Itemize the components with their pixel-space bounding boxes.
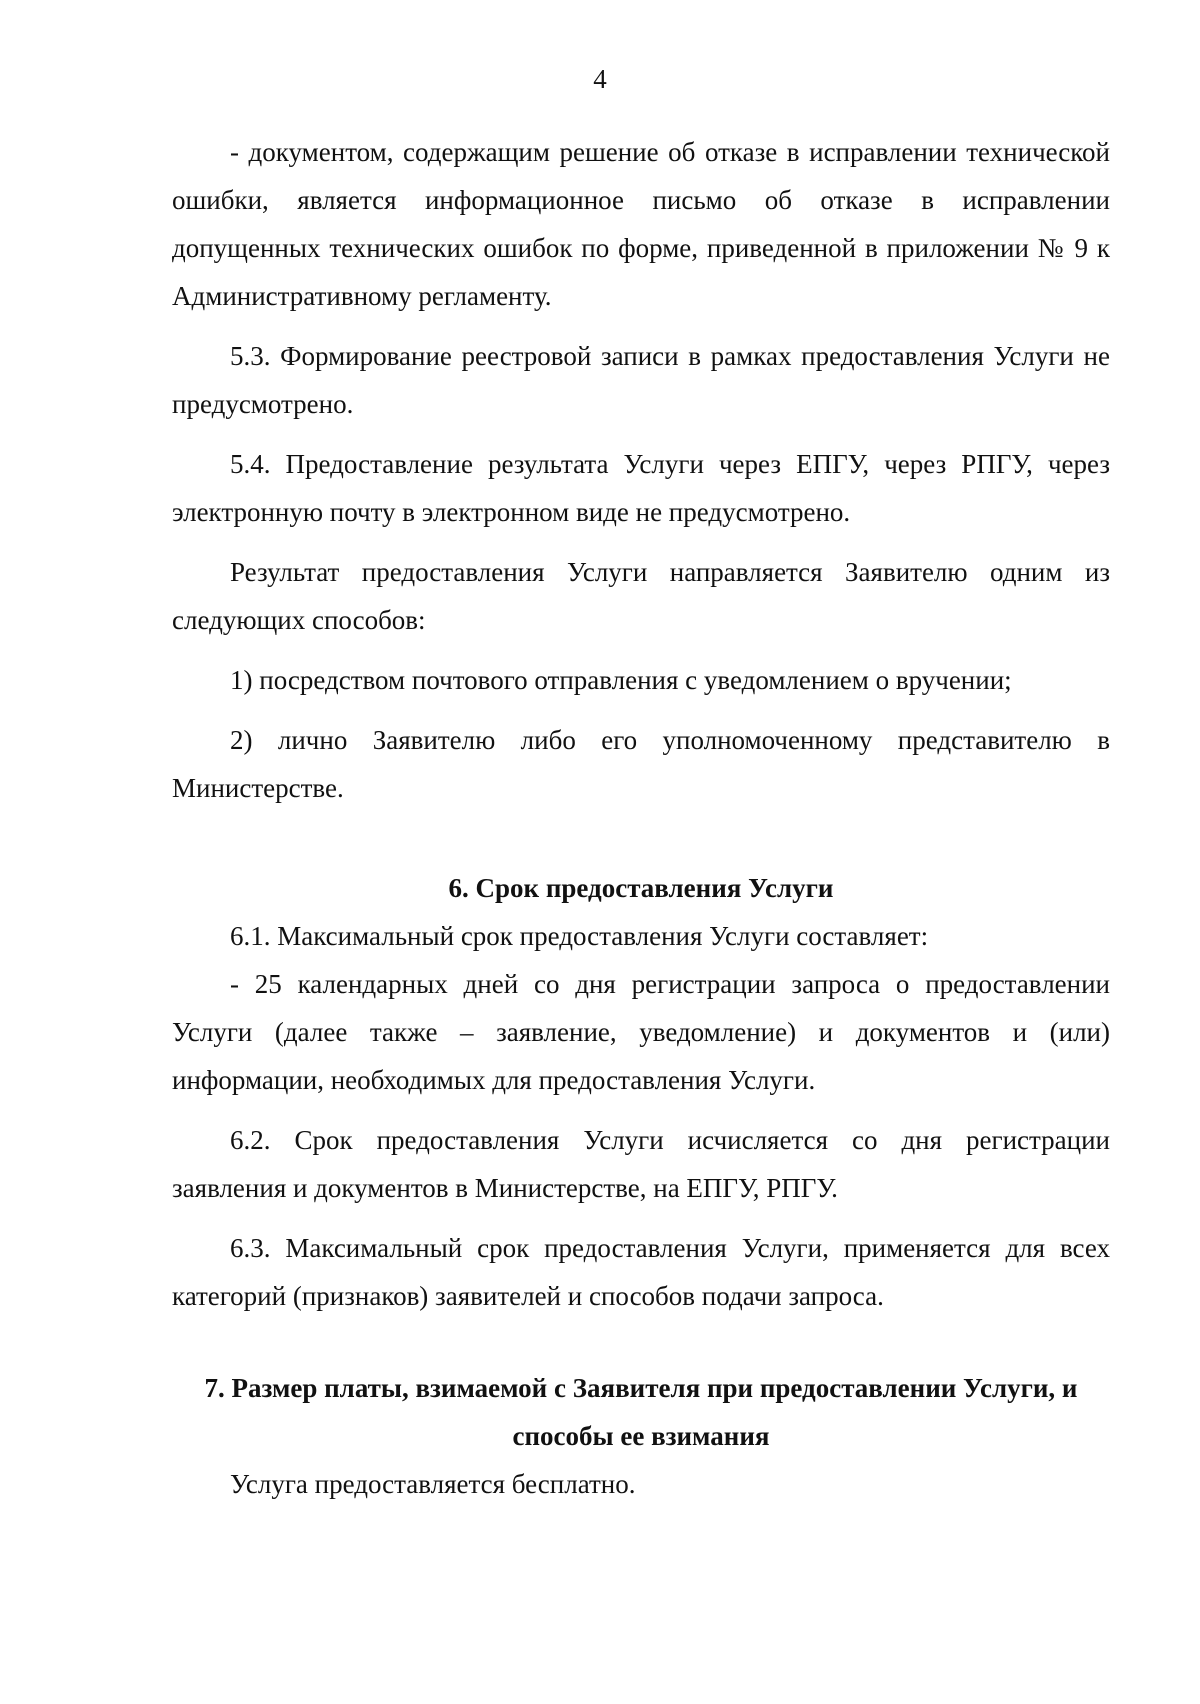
paragraph-result-delivery: Результат предоставления Услуги направляется Заявителю одним из следующих способов: [172, 557, 1110, 635]
section-6-heading: 6. Срок предоставления Услуги [448, 873, 834, 903]
list-item-2: 2) лично Заявителю либо его уполномоченному представителю в Министерстве. [172, 725, 1110, 803]
paragraph-5-4: 5.4. Предоставление результата Услуги через ЕПГУ, через РПГУ, через электронную почту в электронном виде не предусмотрено. [172, 449, 1110, 527]
page-number: 4 [593, 64, 607, 94]
paragraph-6-1: 6.1. Максимальный срок предоставления Услуги составляет: [230, 921, 929, 951]
document-body [172, 128, 1110, 1508]
list-item-1: 1) посредством почтового отправления с уведомлением о вручении; [230, 665, 1012, 695]
paragraph-7-free: Услуга предоставляется бесплатно. [230, 1469, 636, 1499]
section-7-heading: 7. Размер платы, взимаемой с Заявителя при предоставлении Услуги, и способы ее взимания [204, 1373, 1078, 1451]
paragraph-refusal-document: - документом, содержащим решение об отказе в исправлении технической ошибки, является информационное письмо об отказе в исправлении допущенных технических ошибок по форме, приведенной в приложении № 9 к Административному регламенту. [172, 137, 1110, 311]
paragraph-6-3: 6.3. Максимальный срок предоставления Услуги, применяется для всех категорий (признаков) заявителей и способов подачи запроса. [172, 1233, 1110, 1311]
paragraph-6-2: 6.2. Срок предоставления Услуги исчисляется со дня регистрации заявления и документов в Министерстве, на ЕПГУ, РПГУ. [172, 1125, 1110, 1203]
paragraph-5-3: 5.3. Формирование реестровой записи в рамках предоставления Услуги не предусмотрено. [172, 341, 1110, 419]
paragraph-6-1-item: - 25 календарных дней со дня регистрации запроса о предоставлении Услуги (далее также – заявление, уведомление) и документов и (или) информации, необходимых для предоставления Услуги. [172, 969, 1110, 1095]
